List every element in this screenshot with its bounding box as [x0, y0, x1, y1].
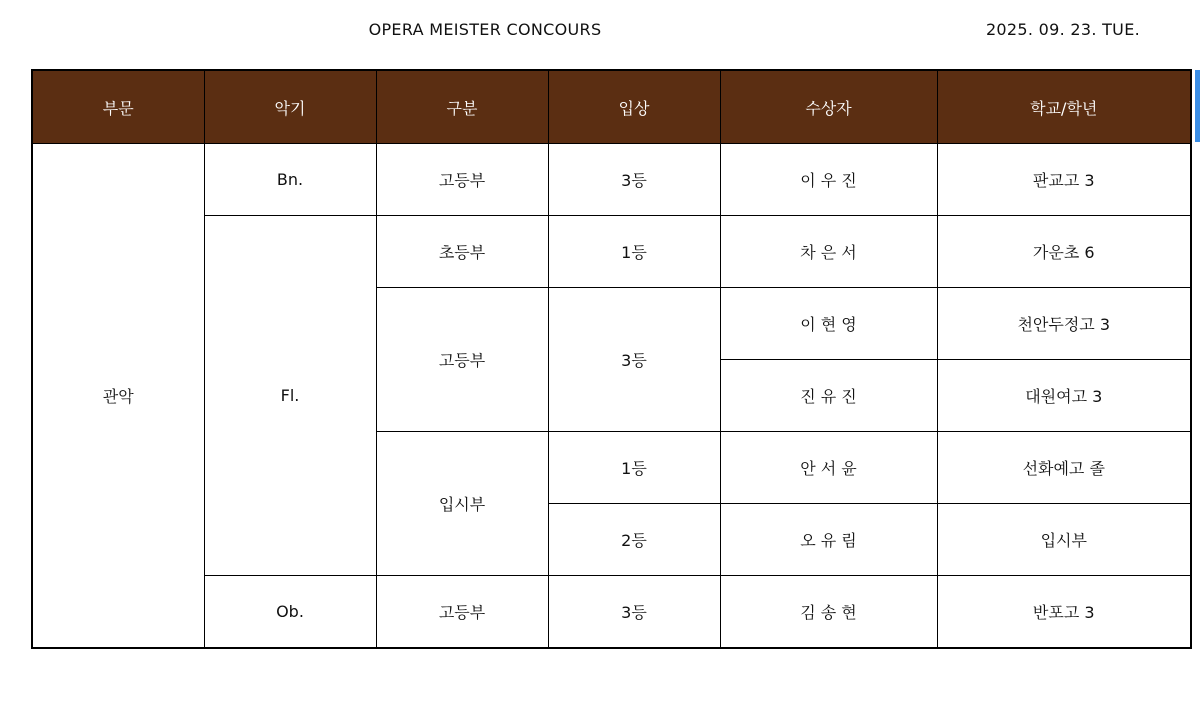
table-row [32, 216, 1191, 288]
instrument-cell: Fl. [204, 216, 376, 576]
school-cell: 판교고 3 [937, 144, 1191, 216]
page-title: OPERA MEISTER CONCOURS [368, 20, 602, 39]
school-cell: 대원여고 3 [937, 360, 1191, 432]
instrument-cell: Ob. [204, 576, 376, 649]
category-cell: 고등부 [376, 288, 548, 432]
table-row [32, 576, 1191, 649]
scroll-marker[interactable] [1195, 70, 1200, 142]
winner-name-cell: 이 현 영 [720, 288, 937, 360]
category-cell: 고등부 [376, 576, 548, 649]
results-table [31, 69, 1192, 649]
winner-name-cell: 오 유 림 [720, 504, 937, 576]
school-cell: 천안두정고 3 [937, 288, 1191, 360]
award-cell: 3등 [548, 144, 720, 216]
award-cell: 1등 [548, 432, 720, 504]
column-header-category: 구분 [376, 70, 548, 144]
winner-name-cell: 이 우 진 [720, 144, 937, 216]
school-cell: 가운초 6 [937, 216, 1191, 288]
column-header-instrument: 악기 [204, 70, 376, 144]
winner-name-cell: 안 서 윤 [720, 432, 937, 504]
table-header-row [32, 70, 1191, 144]
award-cell: 1등 [548, 216, 720, 288]
winner-name-cell: 김 송 현 [720, 576, 937, 649]
instrument-cell: Bn. [204, 144, 376, 216]
winner-name-cell: 차 은 서 [720, 216, 937, 288]
school-cell: 입시부 [937, 504, 1191, 576]
award-cell: 3등 [548, 288, 720, 432]
column-header-school: 학교/학년 [937, 70, 1191, 144]
date-label: 2025. 09. 23. TUE. [985, 20, 1140, 39]
category-cell: 입시부 [376, 432, 548, 576]
award-cell: 2등 [548, 504, 720, 576]
category-cell: 고등부 [376, 144, 548, 216]
column-header-award: 입상 [548, 70, 720, 144]
table-row [32, 144, 1191, 216]
winner-name-cell: 진 유 진 [720, 360, 937, 432]
column-header-winner: 수상자 [720, 70, 937, 144]
school-cell: 반포고 3 [937, 576, 1191, 649]
division-cell: 관악 [32, 144, 204, 649]
column-header-division: 부문 [32, 70, 204, 144]
school-cell: 선화예고 졸 [937, 432, 1191, 504]
category-cell: 초등부 [376, 216, 548, 288]
award-cell: 3등 [548, 576, 720, 649]
